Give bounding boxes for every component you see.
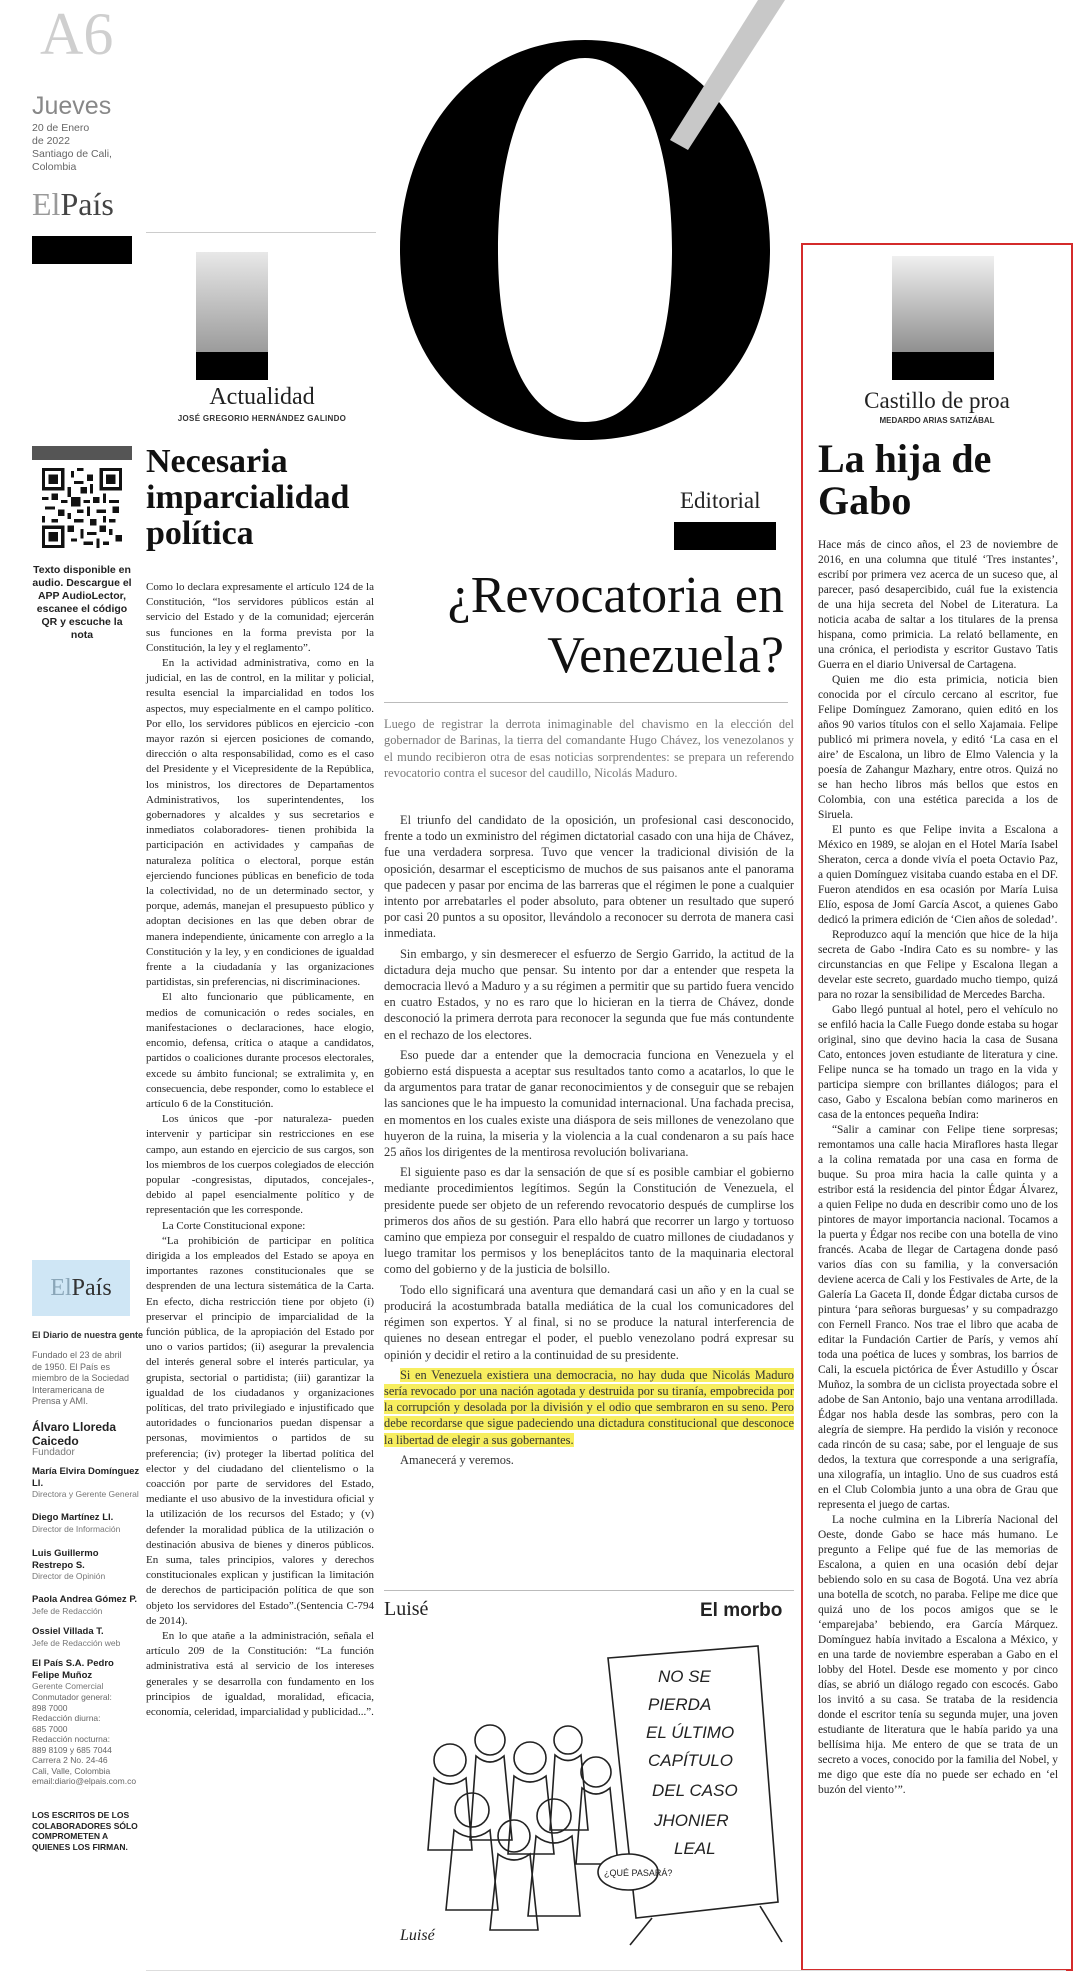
paragraph: “Salir a caminar con Felipe tiene sorpresas; remontamos una calle hacia Miraflores hasta llegar a la colina rematada por una casa en forma de buque. Su proa mira hacia la calle quinta y a estribor está la residencia del pintor Édgar Álvarez, a quien Felipe no duda en describir como uno de los pintores de mayor importancia nacional. Tocamos a la puerta y Édgar nos recibe con una botella de vino francés. Acaba de llegar de Cartagena donde pasó varios días con su familia, y la conversación deviene acerca de Cali y los Festivales de Arte, de la Galería La Gaceta II, donde Édgar dictaba cursos de pintura ‘para señoras burguesas’ y su compadrazgo con Fernell Franco. Nos trae el libro que acaba de editar la Fundación Cartier de París, y vemos ahí toda una poética de luces y sombras, los barrios de Cali, la escuela pictórica de Éver Astudillo y Óscar Muñoz, la sombra de un ciclista proyectada sobre el adobe de San Antonio, bajo una ventana arrodillada. Édgar nos habla desde las sombras, pero con la alegría de siempre. Ha perdido la visión y reconoce cada rincón de su casa; sabe, por el lenguaje de sus dedos, la textura que corresponde a una serigrafía, una xilografía, un intaglio. Uno de sus cuadros está en el Club Colombia junto a una obra de Grau que representa el juego de cartas. <box>818 1124 1058 1511</box>
sign-text: PIERDA <box>648 1695 712 1714</box>
paragraph: Como lo declara expresamente el artículo 124 de la Constitución, “los servidores públicos están al servicio del Estado y de la comunidad; ejercerán sus funciones en la forma prevista por la Constitución, la ley y el reglamento”. <box>146 581 374 654</box>
sign-text: LEAL <box>674 1839 716 1858</box>
paragraph: En lo que atañe a la administración, señala el artículo 209 de la Constitución: “La función administrativa está al servicio de los intereses generales y se desarrolla con fundamento en los principios de igualdad, moralidad, eficacia, economía, celeridad, imparcialidad y publicidad...”. <box>146 1630 374 1719</box>
paragraph: Gabo llegó puntual al hotel, pero el vehículo no se enfiló hacia la Calle Fuego donde estaba su hogar original, sino que devino hacia la casa de Susana Cato, entonces joven estudiante de literatura y cine. Felipe nunca se ha tomado un trago en la vida y participa siempre con brillantes diálogos; para el caso, Gabo y Escalona bebían como marineros en casa de la entonces pequeña Indira: <box>818 1004 1058 1121</box>
staff-role: Jefe de Redacción web <box>32 1637 121 1648</box>
staff-role: Directora y Gerente General <box>32 1489 139 1499</box>
founder-credit <box>32 1420 142 1459</box>
staff-name: Luis Guillermo Restrepo S. <box>32 1548 99 1571</box>
cartoon-title: El morbo <box>700 1600 783 1621</box>
author-name: MEDARDO ARIAS SATIZÁBAL <box>879 416 995 425</box>
qr-code-icon[interactable] <box>42 468 122 548</box>
contact-line: Carrera 2 No. 24-46 <box>32 1755 108 1765</box>
article-headline: La hija de Gabo <box>818 436 992 523</box>
editorial-headline: ¿Revocatoria en Venezuela? <box>447 567 784 684</box>
divider <box>384 1590 794 1591</box>
paragraph: Todo ello significará una aventura que demandará casi un año y en la cual se producirá la acostumbrada batalla mediática de la cual los comunicadores del régimen son expertos. Y al final, si no se produce la natural interferencia de quienes no desean entregar el poder, el pueblo venezolano podrá expresar su opinión y decidir el retiro a la continuidad de su presidente. <box>384 1282 794 1362</box>
founder-role: Fundador <box>32 1447 75 1458</box>
qr-header-bar <box>32 446 132 460</box>
logo-el: El <box>50 1275 72 1301</box>
article-headline: Necesaria imparcialidad política <box>146 443 350 552</box>
contact-info <box>32 1692 142 1787</box>
staff-role: Jefe de Redacción <box>32 1605 103 1616</box>
author-photo <box>892 256 994 356</box>
dateline-line: de 2022 <box>32 135 70 147</box>
brand-wordmark <box>32 188 114 220</box>
paragraph: El siguiente paso es dar la sensación de que sí es posible cambiar el gobierno mediante procedimientos legítimos. Según la Constitución de Venezuela, el presidente puede ser objeto de un referendo revocatorio después de cumplirse los primeros dos años de su gestión. Para ello habrá que recorrer un largo y tortuoso camino que empieza por conseguir el respaldo de cuatro millones de ciudadanos y luego tramitar los permisos y los beneplácitos tanto de la maquinaria electoral como del gobierno y de la justicia de bolsillo. <box>384 1165 794 1277</box>
el-pais-logo <box>32 1260 130 1316</box>
redacted-bar <box>32 236 132 264</box>
staff-name: Ossiel Villada T. <box>32 1626 104 1637</box>
founded-note: Fundado el 23 de abril de 1950. El País es miembro de la Sociedad Interamericana de Prensa y AMI. <box>32 1350 130 1406</box>
section-title: Editorial <box>680 488 761 513</box>
paragraph: Los únicos que -por naturaleza- pueden intervenir y participar sin restricciones en ese campo, aun estando en ejercicio de sus cargos, son los miembros de los cuerpos colegiados de elección popular -congresistas, diputados, concejales-, debido al papel esencialmente político y de representación que les corresponde. <box>146 1113 374 1217</box>
article-body <box>146 580 374 1720</box>
sign-text: EL ÚLTIMO <box>646 1723 735 1742</box>
highlight-text: Si en Venezuela existiera una democracia, no hay duda que Nicolás Maduro sería revocado por una nación agotada y destruida por su tiranía, empobrecida por la corrupción y desolada por la división y el odio que sembraron en su seno. Pero debe recordarse que sigue padeciendo una dictadura constitucional que desconoce la libertad de elegir a sus gobernantes. <box>384 1367 794 1447</box>
contact-line: Conmutador general: <box>32 1692 112 1702</box>
paragraph: Quien me dio esta primicia, noticia bien conocida por el círculo cercano al escritor, fue Felipe Domínguez Zamorano, quien editó en los años 90 varios títulos con el sello Xajamaia. Felipe publicó mi primera novela, y editó ‘La casa en el aire’ de Escalona, un libro de Elmo Valencia y la poesía de Zahangur Mazhary, entre otros. Quizá no se han hecho libros más bellos que estos en Colombia, con una estética parecida a los de Siruela. <box>818 674 1058 821</box>
paragraph: “La prohibición de participar en política dirigida a los empleados del Estado se apoya en importantes razones constitucionales que se desprenden de una lectura sistemática de la Carta. En efecto, dicha restricción tiene por objeto (i) preservar el principio de imparcialidad de la función pública, de la apropiación del Estado por uno o varios partidos; (ii) asegurar la prevalencia del interés general sobre el interés particular, ya grupista, sectorial o partidista; (iii) garantizar la igualdad de los ciudadanos y organizaciones políticas, del trato privilegiado e injustificado que autoridades o funcionarios puedan dispensar a personas, movimientos o partidos de su preferencia; (iv) proteger la libertad política del elector y del ciudadano del clientelismo o la coacción por parte de servidores del Estado, mediante el uso abusivo de la investidura oficial y la utilización de los recursos del Estado; y (v) defender la moralidad pública de la utilización o destinación abusiva de bienes y dineros públicos. En suma, tales principios, valores y derechos constitucionales explican y justifican la limitación de derechos de participación política de que son objeto los servidores del Estado”.(Sentencia C-794 de 2014). <box>146 1234 374 1627</box>
staff-entry <box>32 1658 142 1692</box>
paragraph: El triunfo del candidato de la oposición, un profesional casi desconocido, frente a todo un exministro del régimen dictatorial casado con una hija de Chávez, fue una verdadera sorpresa. Tuvo que vencer la tradicional división de la oposición, desarmar el escepticismo de muchos de sus paisanos ante el panorama que padecen y pasar por encima de las barreras que el régimen le pone a cualquier intento por arrebatarles el poder absoluto, para obtener un resultado que superó por casi 20 puntos a su opositor, llevándolo a reconocer su derrota de manera casi inmediata. <box>384 813 794 941</box>
tagline: El Diario de nuestra gente <box>32 1330 144 1340</box>
dateline <box>32 122 152 174</box>
cartoon-illustration <box>390 1640 790 1950</box>
divider <box>146 232 376 233</box>
sign-text: JHONIER <box>654 1811 729 1830</box>
staff-name: Diego Martínez Ll. <box>32 1512 114 1523</box>
brand-pais: País <box>60 186 114 222</box>
contact-line: Cali, Valle, Colombia <box>32 1765 111 1776</box>
brand-el: El <box>32 186 61 222</box>
highlighted-paragraph <box>384 1367 794 1448</box>
bottom-divider <box>146 1970 1066 1971</box>
staff-entry <box>32 1626 142 1648</box>
cartoonist-name: Luisé <box>384 1598 429 1620</box>
founder-name: Álvaro Lloreda Caicedo <box>32 1420 117 1448</box>
staff-entry <box>32 1512 142 1534</box>
section-title: Actualidad <box>209 384 315 410</box>
page-number: A6 <box>40 1 114 67</box>
paragraph: En la actividad administrativa, como en la judicial, en las de control, en la militar y policial, resulta esencial la imparcialidad en todos los aspectos, muy especialmente en el campo político. Por ello, los servidores públicos en ejercicio -con mayor razón si ejercen posiciones de comando, dirección o alta responsabilidad, como es el caso del Presidente y el Vicepresidente de la República, los ministros, los directores de Departamentos Administrativos, los superintendentes, los gobernadores y alcaldes y sus secretarios e inmediatos colaboradores- tienen prohibida la participación en actividades y campañas de naturaleza política o electoral, porque están ejerciendo funciones públicas en beneficio de toda la colectividad, no de un determinado sector, y porque, además, manejan el presupuesto público y adoptan decisiones en las que deben obrar de manera independiente, únicamente con arreglo a la Constitución y la ley, y en condiciones de igualdad frente a la ciudadanía y las organizaciones partidistas, sin preferencias, ni discriminaciones. <box>146 657 374 989</box>
dateline-line: 20 de Enero <box>32 122 90 134</box>
author-photo <box>196 252 268 354</box>
paragraph: La Corte Constitucional expone: <box>162 1219 306 1232</box>
paragraph: Reproduzco aquí la mención que hice de la hija secreta de Gabo -Indira Cato es su nombre- y las circunstancias en que Felipe y Escalona llegan a develar este secreto, guardado mucho tiempo, quizá para no rozar la sensibilidad de Mercedes Barcha. <box>818 929 1058 1001</box>
staff-role: Director de Opinión <box>32 1571 106 1581</box>
paragraph: Eso puede dar a entender que la democracia funciona en Venezuela y el gobierno está dispuesta a aceptar sus resultados tanto como a acatarlos, lo que le da argumentos para tratar de ganar reconocimientos y de conseguir que se rebajen las sanciones que le ha impuesto la comunidad internacional. Una fachada precisa, en momentos en los cuales existe una diáspora de seis millones de venezolano que huyeron de la ruina, la miseria y la violencia a la cual condenaron a su país hace 25 años los dirigentes de la mentirosa revolución bolivariana. <box>384 1047 794 1160</box>
closing-line: Amanecerá y veremos. <box>400 1452 514 1467</box>
staff-entry <box>32 1548 142 1582</box>
contact-line[interactable]: email:diario@elpais.com.co <box>32 1776 137 1786</box>
divider <box>384 702 788 703</box>
staff-role: Director de Información <box>32 1523 121 1534</box>
speech-text: ¿QUÉ PASARÁ? <box>604 1868 673 1878</box>
logo-pais: País <box>71 1275 112 1301</box>
contact-line: Redacción diurna: <box>32 1713 101 1723</box>
editorial-body <box>384 808 794 1468</box>
sign-text: NO SE <box>658 1667 711 1686</box>
redacted-bar <box>892 352 994 380</box>
dateline-line: Santiago de Cali, <box>32 148 112 160</box>
redacted-bar <box>674 522 776 550</box>
opinion-o-graphic <box>370 0 800 440</box>
contact-line: 685 7000 <box>32 1723 68 1734</box>
paragraph: Hace más de cinco años, el 23 de noviembre de 2016, en una columna que titulé ‘Tres instantes’, escribí por primera vez acerca de un suceso que, al parecer, pasó desapercibido, cuál fue la existencia de una hija secreta del Nobel de Literatura. La noticia acaba de saltar a los titulares de la prensa hispana, como primicia. La relató bellamente, en una crónica, el periodista y escritor Gustavo Tatis Guerra en el diario Universal de Cartagena. <box>818 539 1058 671</box>
disclaimer: LOS ESCRITOS DE LOS COLABORADORES SÓLO COMPROMETEN A QUIENES LOS FIRMAN. <box>32 1810 138 1852</box>
contact-line: 889 8109 y 685 7044 <box>32 1744 112 1755</box>
cartoon-signature: Luisé <box>400 1927 435 1944</box>
redacted-bar <box>196 352 268 380</box>
contact-line: 898 7000 <box>32 1702 68 1713</box>
author-name: JOSÉ GREGORIO HERNÁNDEZ GALINDO <box>177 414 347 423</box>
editorial-lead: Luego de registrar la derrota inimaginable del chavismo en la elección del gobernador de Barinas, la tierra del comandante Hugo Chávez, los venezolanos y el mundo recibieron otra de esas noticias sorprendentes: se prepara un referendo revocatorio contra el sucesor del caudillo, Nicolás Maduro. <box>384 717 794 781</box>
sign-text: CAPÍTULO <box>648 1751 734 1770</box>
paragraph: Sin embargo, y sin desmerecer el esfuerzo de Sergio Garrido, la actitud de la dictadura deja mucho que pensar. Su intento por dar a entender que respeta la democracia llevó a Maduro y a su régimen a permitir que su partido fuera vencido en cuatro Estados, y no es raro que lo hicieran en la tierra de Chávez, donde desconoció la primera derrota para reconocer la segunda que fue más contundente en el rechazo de los electores. <box>384 946 794 1042</box>
staff-entry <box>32 1594 142 1616</box>
staff-entry <box>32 1466 142 1500</box>
staff-role: Gerente Comercial <box>32 1681 104 1691</box>
article-body <box>818 538 1058 1798</box>
day-label: Jueves <box>32 92 112 120</box>
paragraph: El alto funcionario que públicamente, en medios de comunicación o redes sociales, en manifestaciones o declaraciones, hace elogio, encomio, defensa, crítica o ataque a candidatos, partidos o coaliciones durante procesos electorales, excede su ámbito funcional; se extralimita y, en consecuencia, debe responder, como lo establece el artículo 6 de la Constitución. <box>146 991 374 1110</box>
staff-name: El País S.A. Pedro Felipe Muñoz <box>32 1658 114 1681</box>
paragraph: El punto es que Felipe invita a Escalona a México en 1989, se alojan en el Hotel María Isabel Sheraton, cerca a donde vivía el poeta Octavio Paz, a quien Domínguez visitaba cuando estaba en el DF. Fueron atendidos en esa ocasión por María Luisa Elío, esposa de Jomí García Ascot, a quienes Gabo dedicó la primera edición de ‘Cien años de soledad’. <box>818 824 1058 926</box>
staff-name: Paola Andrea Gómez P. <box>32 1594 138 1605</box>
paragraph: La noche culmina en la Librería Nacional del Oeste, donde Gabo se hace más humano. Le pregunto a Felipe qué fue de las memorias de Escalona, a quien en una ocasión debí dejar bebiendo solo en su casa de Bogotá. Una vez abría una botella de scotch, no paraba. Felipe me dice que quizá uno de los pocos amigos que se le ‘emparejaba’ bebiendo, era García Márquez. Domínguez había invitado a Escalona a México, y en una tarde de noviembre esperaban a Gabo en el lobby del Hotel. Desde ese momento y por cinco días, se abrió un diálogo regado con escocés. Gabo los invitó a su casa. Se trataba de la residencia donde el escritor tenía su segunda mujer, una joven estudiante de literatura que le había parido ya una bellísima hija. Me entero de que se trata de un secreto a voces, conocido por la familia del Nobel, y me digo que este día no puede ser echado en ‘el buzón del viento’”. <box>818 1514 1058 1796</box>
sign-text: DEL CASO <box>652 1781 738 1800</box>
staff-name: María Elvira Domínguez Ll. <box>32 1466 140 1489</box>
dateline-line: Colombia <box>32 161 77 173</box>
section-title: Castillo de proa <box>864 388 1010 413</box>
audio-note: Texto disponible en audio. Descargue el APP AudioLector, escanee el código QR y escuche la nota <box>32 564 132 641</box>
contact-line: Redacción nocturna: <box>32 1734 110 1744</box>
